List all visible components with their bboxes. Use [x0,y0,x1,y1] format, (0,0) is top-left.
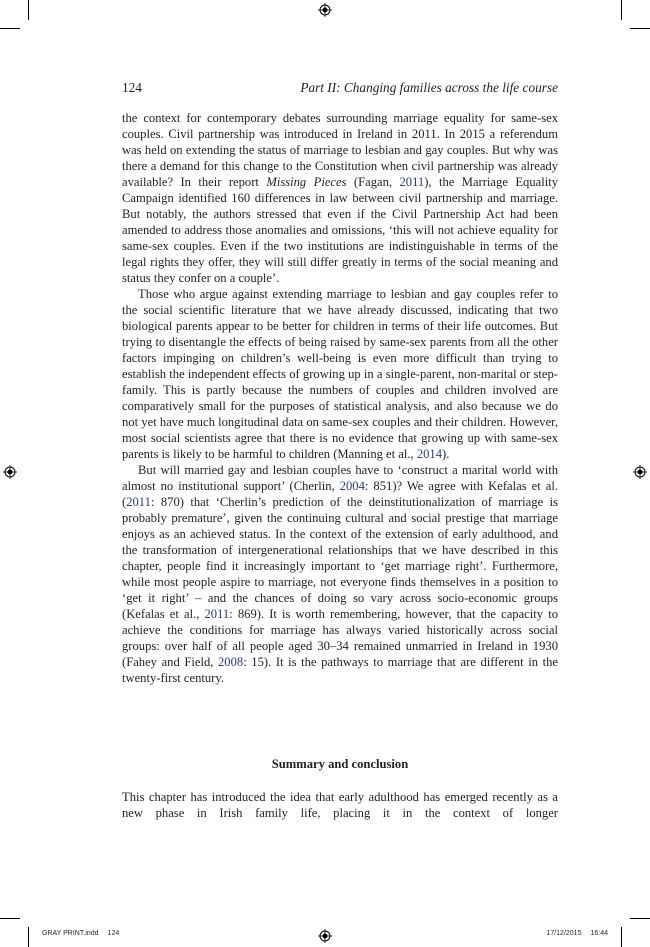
text-run: : 15). It is the pathways to marriage that are different in the twenty-first century. [122,655,558,685]
body-text [122,110,558,686]
summary-paragraph: This chapter has introduced the idea that early adulthood has emerged recently as a new phase in Irish family life, placing it in the context of longer [122,790,558,820]
text-run: ). [442,447,450,461]
print-slug-timestamp [546,930,608,937]
registration-mark-top-icon [318,3,332,17]
citation-link[interactable]: 2011 [204,607,230,621]
slug-date: 17/12/2015 [546,930,582,937]
text-run: Those who argue against extending marriage to lesbian and gay couples refer to the social scientific literature that we have already discussed, indicating that two biological parents appear to be better for children in terms of their life outcomes. But trying to disentangle the effects of being raised by same-sex parents from all the other factors impinging on children’s well-being is even more difficult than trying to establish the independent effects of growing up in a single-parent, non-marital or step-family. This is partly because the numbers of couples and children involved are comparatively small for the purposes of statistical analysis, and also because we do not yet have much longitudinal data on same-sex couples and their children. However, most social scientists agree that there is no evidence that growing up with same-sex parents is likely to be harmful to children (Manning et al., [122,287,558,461]
summary-text [122,789,558,821]
citation-link[interactable]: 2011 [399,175,425,189]
crop-mark-top-left-vertical [28,0,29,20]
running-head [122,80,558,98]
slug-time: 16:44 [590,930,608,937]
text-run: ), the Marriage Equality Campaign identified 160 differences in law between civil partnership and marriage. But notably, the authors stressed that even if the Civil Partnership Act had been amended to address those anomalies and omissions, ‘this will not achieve equality for same-sex couples. Even if the two institutions are indistinguishable in terms of the legal rights they offer, they will still differ greatly in terms of the social meaning and status they confer on a couple’. [122,175,558,285]
registration-mark-left-icon [3,465,17,479]
crop-mark-bottom-left-vertical [28,927,29,947]
citation-link[interactable]: 2008 [218,655,244,669]
citation-link[interactable]: 2004 [339,479,365,493]
page-number: 124 [122,80,142,95]
citation-link[interactable]: 2011 [126,495,151,509]
print-slug-file [42,930,128,937]
slug-page: 124 [107,930,120,937]
citation-link[interactable]: 2014 [416,447,443,461]
crop-mark-bottom-right-horizontal [630,918,650,919]
crop-mark-top-right-vertical [621,0,622,20]
text-run: : 869). It is worth remembering, however, that the capacity to achieve the conditions for marriage has always varied historically across social groups: over half of all people aged 30–34 remained unmarried in Ireland in 1930 (Fahey and Field, [122,607,558,669]
text-run: (Fagan, [346,175,400,189]
registration-mark-right-icon [633,465,647,479]
paragraph [122,286,558,462]
text-run: : 851)? We agree with Kefalas et al. ( [122,479,559,509]
crop-mark-top-left-horizontal [0,28,20,29]
text-run: : 870) that ‘Cherlin’s prediction of the deinstitutionalization of marriage is probably premature’, given the continuing cultural and social prestige that marriage enjoys as an achieved status. In the context of the extension of early adulthood, and the transformation of intergenerational relationships that we have described in this chapter, people find it increasingly important to ‘get marriage right’. Furthermore, while most people aspire to marriage, not everyone finds themselves in a position to ‘get it right’ – and the chances of doing so vary across socio-economic groups (Kefalas et al., [122,495,558,621]
paragraph [122,462,558,686]
italic-title: Missing Pieces [266,175,347,189]
text-run: the context for contemporary debates surrounding marriage equality for same-sex couples. Civil partnership was introduced in Ireland in 2011. In 2015 a referendum was held on extending the status of marriage to lesbian and gay couples. But why was there a demand for this change to the Constitution when civil partnership was already available? In their report [122,111,558,189]
running-head-title: Part II: Changing families across the life course [300,80,558,95]
section-heading: Summary and conclusion [271,757,409,771]
slug-filename: GRAY PRINT.indd [42,930,99,937]
crop-mark-bottom-right-vertical [621,927,622,947]
text-run: But will married gay and lesbian couples have to ‘construct a marital world with almost no institutional support’ (Cherlin, [122,463,558,493]
paragraph [122,110,558,286]
crop-mark-bottom-left-horizontal [0,918,20,919]
registration-mark-bottom-icon [318,929,332,943]
crop-mark-top-right-horizontal [630,28,650,29]
